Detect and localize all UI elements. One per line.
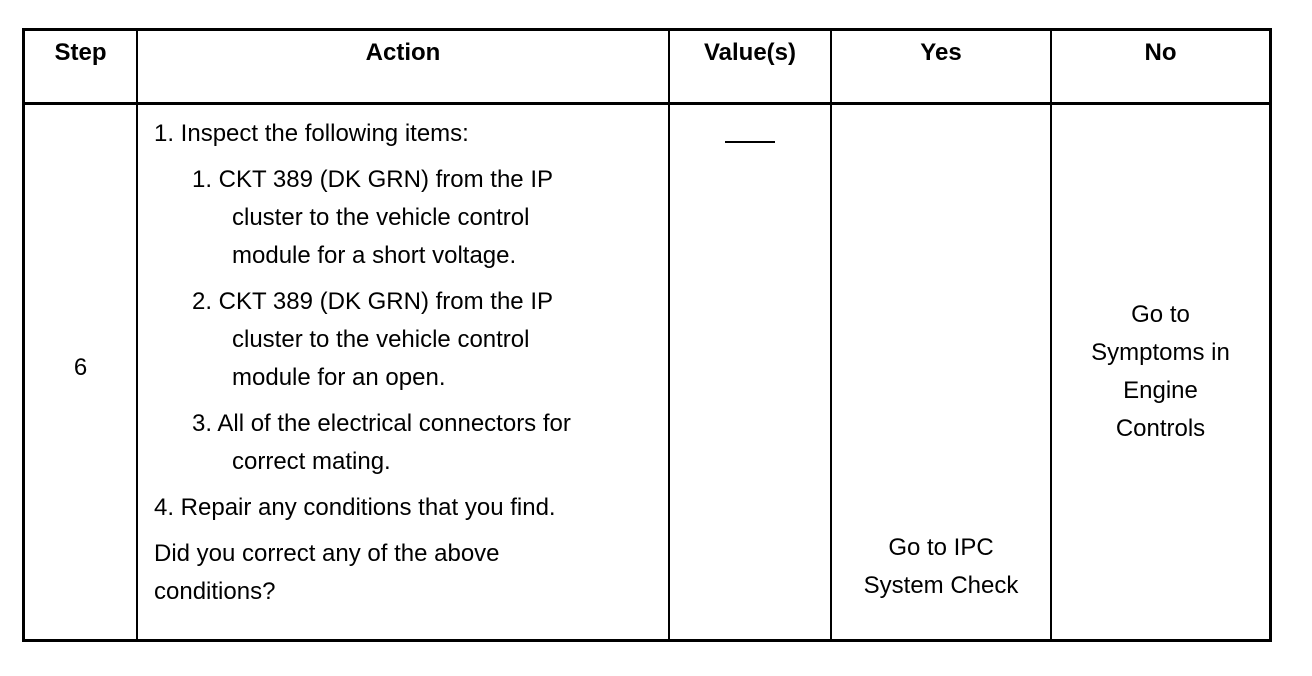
action-line: module for a short voltage. [232, 241, 517, 269]
question-line: Did you correct any of the above [154, 539, 500, 567]
action-line: correct mating. [232, 447, 391, 475]
table-header-row [25, 31, 1269, 103]
action-cell [137, 103, 669, 639]
no-cell [1051, 103, 1269, 639]
action-line: 4. Repair any conditions that you find. [154, 493, 556, 521]
header-yes: Yes [831, 31, 1051, 103]
header-step: Step [25, 31, 137, 103]
no-line: Engine [1123, 376, 1198, 404]
header-action: Action [137, 31, 669, 103]
action-line: 1. Inspect the following items: [154, 119, 469, 147]
no-line: Go to [1131, 300, 1190, 328]
yes-line: Go to IPC [888, 534, 994, 561]
empty-value-dash [725, 141, 775, 143]
action-line: 2. CKT 389 (DK GRN) from the IP [192, 287, 553, 315]
action-line: cluster to the vehicle control [232, 203, 530, 231]
no-line: Controls [1115, 414, 1206, 442]
header-no: No [1051, 31, 1269, 103]
diagnostic-table-grid [25, 31, 1269, 639]
yes-line: System Check [863, 572, 1019, 599]
question-line: conditions? [154, 577, 276, 605]
value-cell [669, 103, 831, 639]
header-values: Value(s) [669, 31, 831, 103]
table-row [25, 103, 1269, 639]
action-line: 3. All of the electrical connectors for [192, 409, 571, 437]
action-line: module for an open. [232, 363, 446, 391]
action-line: 1. CKT 389 (DK GRN) from the IP [192, 165, 553, 193]
diagnostic-table [22, 28, 1272, 642]
action-line: cluster to the vehicle control [232, 325, 530, 353]
yes-cell [831, 103, 1051, 639]
step-number: 6 [73, 353, 88, 381]
no-line: Symptoms in [1091, 338, 1230, 366]
